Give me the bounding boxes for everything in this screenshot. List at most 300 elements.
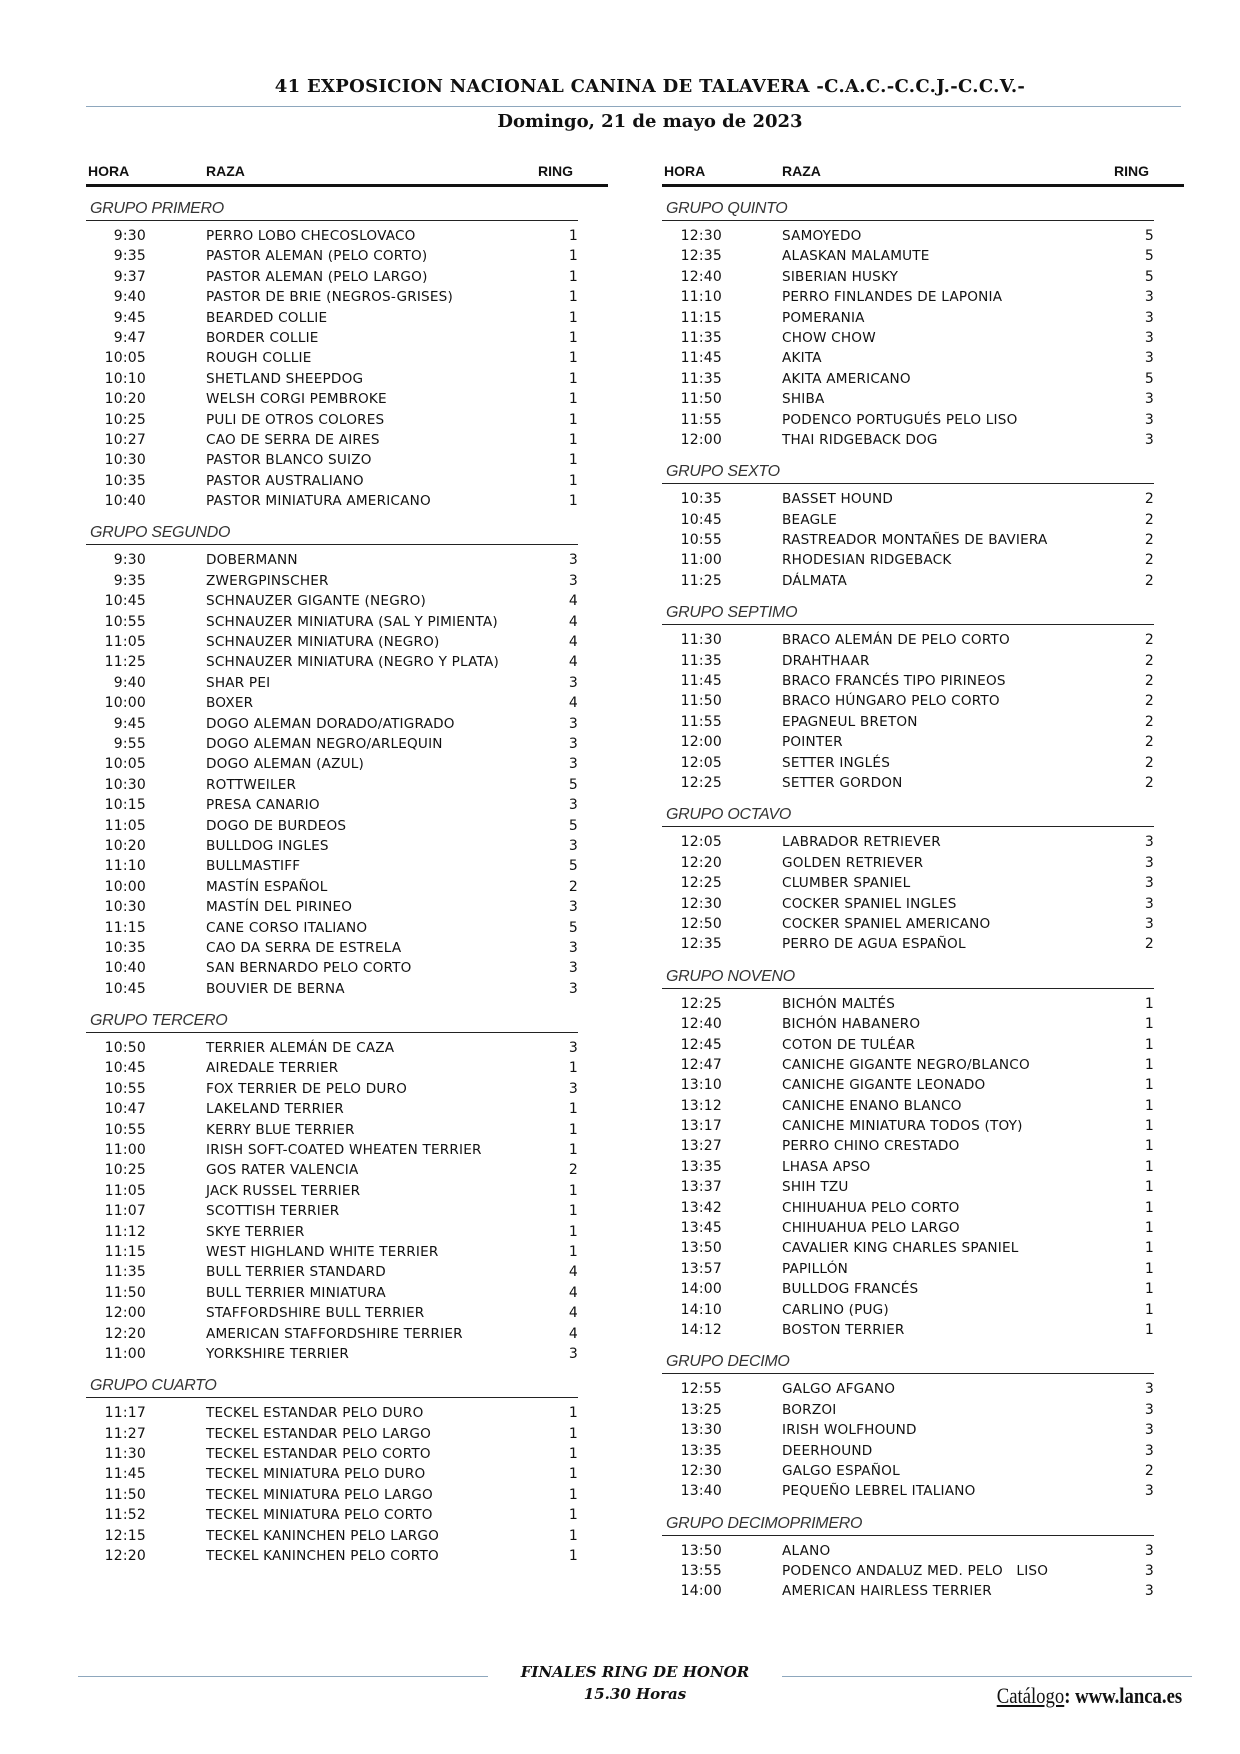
header-raza: RAZA <box>782 163 821 179</box>
group-rows <box>86 1398 578 1566</box>
cell-ring: 2 <box>1144 1462 1154 1479</box>
cell-hora: 14:12 <box>680 1321 722 1338</box>
cell-ring: 1 <box>568 452 578 469</box>
cell-ring: 1 <box>568 431 578 448</box>
cell-hora: 12:05 <box>680 834 722 851</box>
cell-ring: 1 <box>568 1203 578 1220</box>
cell-hora: 9:47 <box>113 329 146 346</box>
cell-hora: 10:30 <box>104 899 146 916</box>
table-row <box>86 369 578 389</box>
cell-raza: LAKELAND TERRIER <box>206 1101 344 1118</box>
cell-raza: CANICHE MINIATURA TODOS (TOY) <box>782 1118 1023 1135</box>
cell-ring: 3 <box>1144 1583 1154 1600</box>
cell-raza: ROUGH COLLIE <box>206 350 312 367</box>
cell-ring: 1 <box>1144 1301 1154 1318</box>
cell-hora: 13:45 <box>680 1220 722 1237</box>
column-header <box>86 160 608 187</box>
cell-raza: BICHÓN MALTÉS <box>782 995 896 1012</box>
cell-raza: SKYE TERRIER <box>206 1223 305 1240</box>
cell-raza: COCKER SPANIEL INGLES <box>782 895 957 912</box>
cell-hora: 10:25 <box>104 411 146 428</box>
cell-raza: ALASKAN MALAMUTE <box>782 248 930 265</box>
cell-ring: 3 <box>568 552 578 569</box>
cell-ring: 3 <box>1144 391 1154 408</box>
cell-ring: 1 <box>568 1466 578 1483</box>
table-row <box>86 652 578 672</box>
cell-raza: SETTER GORDON <box>782 774 903 791</box>
cell-raza: DÁLMATA <box>782 572 848 589</box>
cell-ring: 4 <box>568 1305 578 1322</box>
cell-hora: 13:40 <box>680 1483 722 1500</box>
table-row <box>662 1581 1154 1601</box>
cell-hora: 11:00 <box>104 1345 146 1362</box>
cell-hora: 12:35 <box>680 248 722 265</box>
breed-group <box>662 461 1154 591</box>
cell-raza: PERRO DE AGUA ESPAÑOL <box>782 936 966 953</box>
cell-raza: SHETLAND SHEEPDOG <box>206 370 364 387</box>
cell-raza: CANICHE GIGANTE NEGRO/BLANCO <box>782 1056 1030 1073</box>
cell-ring: 2 <box>568 878 578 895</box>
table-row <box>662 267 1154 287</box>
cell-raza: BULLMASTIFF <box>206 858 301 875</box>
cell-hora: 9:37 <box>113 268 146 285</box>
cell-raza: PERRO LOBO CHECOSLOVACO <box>206 228 416 244</box>
cell-ring: 1 <box>568 309 578 326</box>
cell-raza: BEAGLE <box>782 511 837 528</box>
cell-hora: 11:17 <box>104 1405 146 1422</box>
group-title: GRUPO SEPTIMO <box>662 602 1154 625</box>
cell-ring: 1 <box>568 1486 578 1503</box>
cell-ring: 2 <box>1144 734 1154 751</box>
table-row <box>86 795 578 815</box>
cell-hora: 11:25 <box>104 654 146 671</box>
table-row <box>662 328 1154 348</box>
event-date: Domingo, 21 de mayo de 2023 <box>497 111 803 132</box>
cell-hora: 11:27 <box>104 1425 146 1442</box>
cell-hora: 10:45 <box>104 980 146 997</box>
cell-ring: 3 <box>568 735 578 752</box>
cell-ring: 1 <box>1144 1097 1154 1114</box>
cell-ring: 1 <box>568 329 578 346</box>
cell-raza: SIBERIAN HUSKY <box>782 268 899 285</box>
group-title: GRUPO SEXTO <box>662 461 1154 484</box>
cell-ring: 3 <box>1144 1422 1154 1439</box>
group-list <box>662 198 1184 1602</box>
table-row <box>86 1546 578 1566</box>
cell-hora: 12:00 <box>680 734 722 751</box>
table-row <box>86 1120 578 1140</box>
table-row <box>662 1055 1154 1075</box>
cell-raza: BRACO ALEMÁN DE PELO CORTO <box>782 632 1010 649</box>
group-rows <box>86 545 578 999</box>
cell-hora: 13:57 <box>680 1260 722 1277</box>
cell-hora: 10:30 <box>104 452 146 469</box>
cell-hora: 13:55 <box>680 1563 722 1580</box>
table-row <box>662 246 1154 266</box>
table-row <box>86 491 578 511</box>
header-raza: RAZA <box>206 163 245 179</box>
cell-hora: 13:42 <box>680 1199 722 1216</box>
cell-ring: 2 <box>1144 652 1154 669</box>
cell-hora: 11:05 <box>104 634 146 651</box>
cell-raza: POINTER <box>782 734 843 751</box>
table-row <box>86 877 578 897</box>
cell-hora: 14:00 <box>680 1281 722 1298</box>
cell-raza: FOX TERRIER DE PELO DURO <box>206 1080 408 1097</box>
cell-hora: 12:05 <box>680 754 722 771</box>
cell-raza: PAPILLÓN <box>782 1260 848 1277</box>
group-title: GRUPO OCTAVO <box>662 804 1154 827</box>
cell-raza: AMERICAN STAFFORDSHIRE TERRIER <box>206 1325 463 1342</box>
cell-raza: SAMOYEDO <box>782 228 862 244</box>
cell-raza: PASTOR MINIATURA AMERICANO <box>206 493 431 510</box>
cell-ring: 3 <box>1144 1542 1154 1559</box>
cell-raza: CANE CORSO ITALIANO <box>206 919 368 936</box>
cell-ring: 3 <box>568 572 578 589</box>
cell-ring: 3 <box>568 980 578 997</box>
table-row <box>662 226 1154 246</box>
cell-hora: 11:50 <box>104 1486 146 1503</box>
table-row <box>86 267 578 287</box>
cell-hora: 12:00 <box>104 1305 146 1322</box>
cell-raza: BRACO FRANCÉS TIPO PIRINEOS <box>782 673 1006 690</box>
cell-hora: 11:55 <box>680 411 722 428</box>
table-row <box>662 832 1154 852</box>
cell-hora: 13:10 <box>680 1077 722 1094</box>
group-rows <box>662 1536 1154 1602</box>
table-row <box>86 1526 578 1546</box>
cell-raza: WEST HIGHLAND WHITE TERRIER <box>206 1243 439 1260</box>
cell-raza: CHIHUAHUA PELO CORTO <box>782 1199 960 1216</box>
table-row <box>86 1201 578 1221</box>
cell-raza: CAO DE SERRA DE AIRES <box>206 431 380 448</box>
cell-ring: 1 <box>568 1182 578 1199</box>
table-row <box>662 894 1154 914</box>
cell-ring: 3 <box>568 939 578 956</box>
cell-hora: 11:35 <box>104 1264 146 1281</box>
cell-raza: BORDER COLLIE <box>206 329 319 346</box>
catalog-url[interactable]: www.lanca.es <box>1074 1683 1182 1708</box>
table-row <box>662 1116 1154 1136</box>
cell-ring: 3 <box>568 899 578 916</box>
cell-raza: CAVALIER KING CHARLES SPANIEL <box>782 1240 1019 1257</box>
table-row <box>662 853 1154 873</box>
footer-divider-right <box>782 1676 1192 1677</box>
breed-group <box>86 1375 578 1566</box>
cell-ring: 2 <box>1144 491 1154 508</box>
breed-group <box>86 198 578 511</box>
cell-ring: 3 <box>568 674 578 691</box>
table-row <box>662 1379 1154 1399</box>
cell-raza: TECKEL ESTANDAR PELO CORTO <box>206 1446 431 1463</box>
table-row <box>86 1303 578 1323</box>
cell-hora: 12:15 <box>104 1527 146 1544</box>
cell-hora: 11:50 <box>680 391 722 408</box>
cell-ring: 1 <box>568 1446 578 1463</box>
table-row <box>662 1461 1154 1481</box>
table-row <box>86 836 578 856</box>
cell-hora: 10:55 <box>104 613 146 630</box>
cell-ring: 1 <box>568 472 578 489</box>
cell-hora: 13:35 <box>680 1442 722 1459</box>
cell-hora: 10:35 <box>680 491 722 508</box>
cell-ring: 1 <box>568 391 578 408</box>
cell-raza: LABRADOR RETRIEVER <box>782 834 941 851</box>
cell-raza: BICHÓN HABANERO <box>782 1016 921 1033</box>
cell-raza: CHOW CHOW <box>782 329 876 346</box>
cell-hora: 9:40 <box>113 289 146 306</box>
cell-raza: AIREDALE TERRIER <box>206 1060 339 1077</box>
cell-ring: 2 <box>1144 774 1154 791</box>
cell-ring: 1 <box>568 1142 578 1159</box>
cell-hora: 13:50 <box>680 1240 722 1257</box>
table-row <box>662 1014 1154 1034</box>
table-row <box>86 673 578 693</box>
cell-raza: PASTOR AUSTRALIANO <box>206 472 364 489</box>
table-row <box>86 1181 578 1201</box>
table-row <box>86 591 578 611</box>
table-row <box>662 510 1154 530</box>
cell-ring: 1 <box>1144 1199 1154 1216</box>
cell-ring: 3 <box>568 756 578 773</box>
cell-ring: 1 <box>1144 1260 1154 1277</box>
breed-group <box>662 804 1154 954</box>
table-row <box>86 226 578 246</box>
cell-hora: 12:30 <box>680 895 722 912</box>
cell-hora: 11:55 <box>680 713 722 730</box>
table-row <box>662 550 1154 570</box>
group-title: GRUPO DECIMO <box>662 1351 1154 1374</box>
cell-hora: 12:25 <box>680 995 722 1012</box>
cell-raza: ALANO <box>782 1542 831 1559</box>
cell-hora: 10:55 <box>104 1080 146 1097</box>
group-rows <box>86 221 578 511</box>
cell-ring: 1 <box>568 1243 578 1260</box>
cell-raza: BULLDOG FRANCÉS <box>782 1281 919 1298</box>
cell-ring: 1 <box>568 268 578 285</box>
cell-raza: PASTOR ALEMAN (PELO LARGO) <box>206 268 428 285</box>
cell-hora: 12:25 <box>680 774 722 791</box>
cell-raza: SHAR PEI <box>206 674 271 691</box>
cell-raza: BOUVIER DE BERNA <box>206 980 345 997</box>
cell-ring: 5 <box>568 919 578 936</box>
cell-hora: 13:17 <box>680 1118 722 1135</box>
cell-ring: 1 <box>568 1121 578 1138</box>
cell-raza: SHIBA <box>782 391 825 408</box>
cell-hora: 11:45 <box>680 673 722 690</box>
cell-hora: 11:15 <box>104 919 146 936</box>
cell-ring: 2 <box>1144 552 1154 569</box>
table-row <box>662 530 1154 550</box>
cell-raza: PODENCO ANDALUZ MED. PELO LISO <box>782 1563 1049 1580</box>
group-title: GRUPO PRIMERO <box>86 198 578 221</box>
cell-raza: YORKSHIRE TERRIER <box>206 1345 350 1362</box>
cell-raza: BULL TERRIER MINIATURA <box>206 1284 386 1301</box>
cell-ring: 1 <box>568 1060 578 1077</box>
cell-raza: PASTOR DE BRIE (NEGROS-GRISES) <box>206 289 454 306</box>
cell-ring: 1 <box>1144 1056 1154 1073</box>
group-title: GRUPO QUINTO <box>662 198 1154 221</box>
table-row <box>662 773 1154 793</box>
cell-raza: BULLDOG INGLES <box>206 837 329 854</box>
table-row <box>86 1324 578 1344</box>
cell-raza: GOS RATER VALENCIA <box>206 1162 359 1179</box>
cell-raza: POMERANIA <box>782 309 865 326</box>
cell-raza: STAFFORDSHIRE BULL TERRIER <box>206 1305 425 1322</box>
cell-ring: 3 <box>1144 350 1154 367</box>
cell-ring: 1 <box>568 1548 578 1565</box>
cell-ring: 2 <box>568 1162 578 1179</box>
group-title: GRUPO DECIMOPRIMERO <box>662 1513 1154 1536</box>
cell-hora: 10:15 <box>104 797 146 814</box>
group-rows <box>662 625 1154 793</box>
cell-hora: 11:00 <box>680 552 722 569</box>
catalog-link[interactable] <box>997 1683 1182 1709</box>
table-row <box>86 287 578 307</box>
cell-raza: DEERHOUND <box>782 1442 873 1459</box>
cell-raza: CANICHE GIGANTE LEONADO <box>782 1077 986 1094</box>
cell-ring: 1 <box>1144 1036 1154 1053</box>
cell-hora: 12:30 <box>680 228 722 244</box>
cell-raza: BULL TERRIER STANDARD <box>206 1264 386 1281</box>
cell-raza: PERRO FINLANDES DE LAPONIA <box>782 289 1003 306</box>
table-row <box>86 918 578 938</box>
cell-ring: 5 <box>568 776 578 793</box>
table-row <box>662 1441 1154 1461</box>
table-row <box>86 714 578 734</box>
cell-ring: 3 <box>568 715 578 732</box>
cell-raza: DOGO ALEMAN NEGRO/ARLEQUIN <box>206 735 443 752</box>
footer-divider-left <box>78 1676 488 1677</box>
cell-hora: 9:35 <box>113 572 146 589</box>
cell-hora: 11:10 <box>680 289 722 306</box>
table-row <box>86 1099 578 1119</box>
cell-ring: 1 <box>568 1223 578 1240</box>
table-row <box>86 450 578 470</box>
table-row <box>662 489 1154 509</box>
cell-ring: 1 <box>568 370 578 387</box>
cell-hora: 10:55 <box>104 1121 146 1138</box>
cell-ring: 5 <box>568 858 578 875</box>
cell-hora: 12:35 <box>680 936 722 953</box>
cell-ring: 1 <box>1144 1240 1154 1257</box>
cell-raza: THAI RIDGEBACK DOG <box>782 431 938 448</box>
cell-raza: ZWERGPINSCHER <box>206 572 329 589</box>
table-row <box>86 571 578 591</box>
cell-hora: 11:00 <box>104 1142 146 1159</box>
cell-ring: 5 <box>568 817 578 834</box>
cell-ring: 3 <box>1144 1442 1154 1459</box>
table-row <box>662 1300 1154 1320</box>
cell-hora: 11:07 <box>104 1203 146 1220</box>
cell-raza: TECKEL MINIATURA PELO DURO <box>206 1466 426 1483</box>
table-row <box>86 632 578 652</box>
cell-raza: TECKEL KANINCHEN PELO CORTO <box>206 1548 439 1565</box>
cell-ring: 4 <box>568 654 578 671</box>
cell-hora: 12:00 <box>680 431 722 448</box>
cell-raza: BASSET HOUND <box>782 491 894 508</box>
cell-hora: 13:35 <box>680 1158 722 1175</box>
cell-raza: SCHNAUZER MINIATURA (NEGRO) <box>206 634 440 651</box>
cell-hora: 10:25 <box>104 1162 146 1179</box>
table-row <box>662 1400 1154 1420</box>
table-row <box>86 693 578 713</box>
table-row <box>662 1157 1154 1177</box>
cell-raza: RHODESIAN RIDGEBACK <box>782 552 952 569</box>
cell-hora: 10:45 <box>104 1060 146 1077</box>
table-row <box>86 1464 578 1484</box>
cell-hora: 11:12 <box>104 1223 146 1240</box>
cell-raza: BORZOI <box>782 1401 837 1418</box>
cell-raza: BOXER <box>206 695 254 712</box>
header-hora: HORA <box>88 163 130 179</box>
cell-raza: CAO DA SERRA DE ESTRELA <box>206 939 402 956</box>
group-list <box>86 198 608 1566</box>
table-row <box>86 1038 578 1058</box>
table-row <box>662 348 1154 368</box>
group-rows <box>86 1033 578 1364</box>
cell-raza: IRISH SOFT-COATED WHEATEN TERRIER <box>206 1142 482 1159</box>
cell-ring: 3 <box>1144 289 1154 306</box>
cell-raza: KERRY BLUE TERRIER <box>206 1121 355 1138</box>
cell-hora: 13:37 <box>680 1179 722 1196</box>
cell-raza: AKITA AMERICANO <box>782 370 911 387</box>
table-row <box>662 1238 1154 1258</box>
cell-hora: 13:30 <box>680 1422 722 1439</box>
table-row <box>86 958 578 978</box>
table-row <box>662 571 1154 591</box>
table-row <box>662 691 1154 711</box>
cell-ring: 3 <box>1144 834 1154 851</box>
cell-raza: TECKEL ESTANDAR PELO LARGO <box>206 1425 431 1442</box>
table-row <box>662 1136 1154 1156</box>
table-row <box>662 1561 1154 1581</box>
cell-raza: DOGO ALEMAN (AZUL) <box>206 756 365 773</box>
table-row <box>662 1218 1154 1238</box>
cell-ring: 1 <box>1144 1016 1154 1033</box>
table-row <box>86 754 578 774</box>
cell-ring: 3 <box>1144 1401 1154 1418</box>
cell-hora: 11:30 <box>680 632 722 649</box>
cell-ring: 1 <box>568 289 578 306</box>
table-row <box>662 369 1154 389</box>
group-title: GRUPO NOVENO <box>662 966 1154 989</box>
breed-group <box>662 966 1154 1341</box>
cell-raza: AKITA <box>782 350 822 367</box>
cell-hora: 10:00 <box>104 878 146 895</box>
cell-ring: 4 <box>568 1325 578 1342</box>
cell-ring: 3 <box>1144 431 1154 448</box>
cell-hora: 10:00 <box>104 695 146 712</box>
table-row <box>86 1079 578 1099</box>
table-row <box>86 308 578 328</box>
column-header <box>662 160 1184 187</box>
cell-ring: 3 <box>1144 875 1154 892</box>
cell-raza: SCOTTISH TERRIER <box>206 1203 340 1220</box>
cell-hora: 11:05 <box>104 817 146 834</box>
cell-ring: 3 <box>568 1345 578 1362</box>
table-row <box>86 1058 578 1078</box>
cell-hora: 12:30 <box>680 1462 722 1479</box>
cell-raza: LHASA APSO <box>782 1158 871 1175</box>
cell-raza: SHIH TZU <box>782 1179 849 1196</box>
cell-raza: PODENCO PORTUGUÉS PELO LISO <box>782 411 1018 428</box>
cell-ring: 3 <box>1144 895 1154 912</box>
cell-raza: TECKEL MINIATURA PELO CORTO <box>206 1507 433 1524</box>
table-row <box>662 1279 1154 1299</box>
cell-raza: ROTTWEILER <box>206 776 297 793</box>
table-row <box>662 873 1154 893</box>
